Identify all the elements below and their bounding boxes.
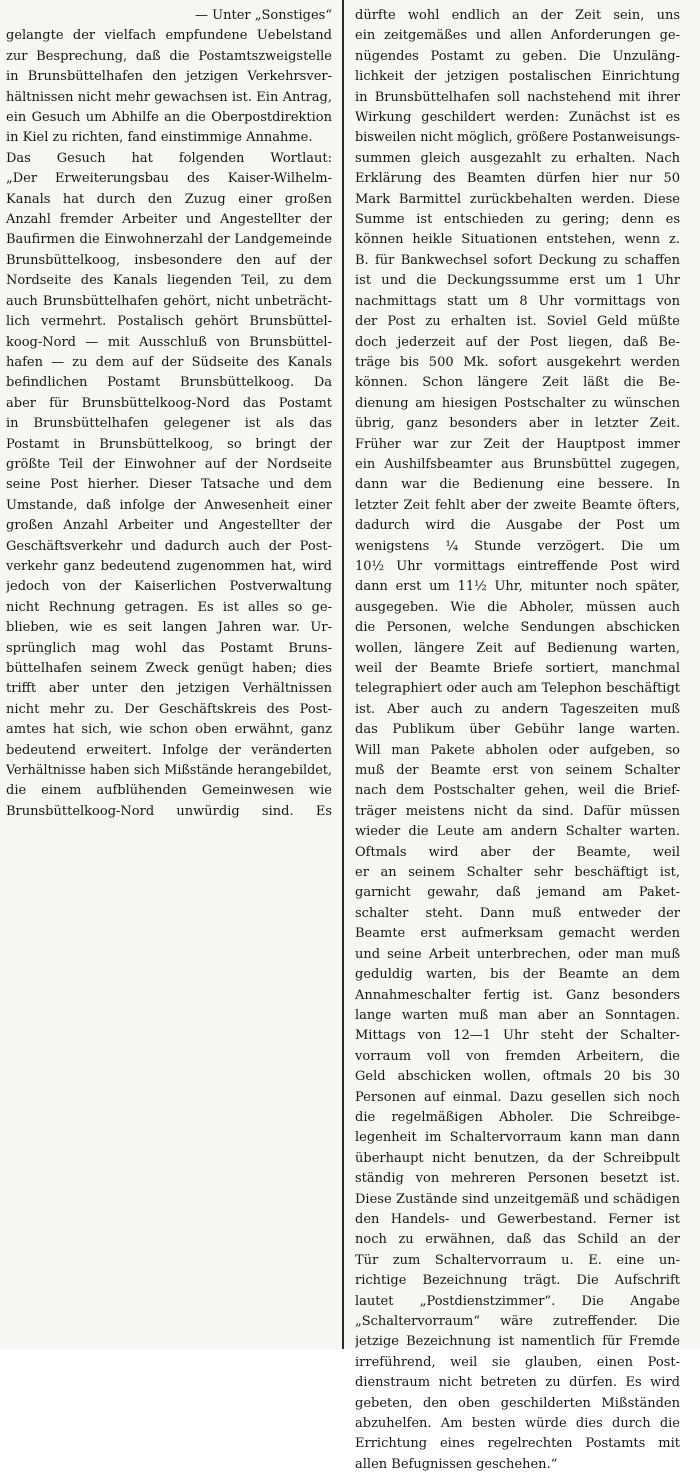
text-line: — Unter „Sonstiges“ (195, 8, 332, 23)
text-line: büttelhafen seinem Zweck genügt haben; dies (6, 661, 332, 676)
text-line: ein Gesuch um Abhilfe an die Oberpostdirektion (6, 110, 332, 126)
text-line: lange warten muß man aber an Sonntagen. (355, 1007, 680, 1023)
text-line: ist und die Deckungssumme erst um 1 Uhr (355, 273, 680, 289)
text-line: verkehr ganz bedeutend zugenommen hat, wird (6, 558, 332, 574)
text-line: schalter steht. Dann muß entweder der (355, 905, 680, 921)
text-line: hafen — zu dem auf der Südseite des Kanals (6, 354, 332, 370)
text-line: überhaupt nicht benutzen, da der Schreibpult (355, 1150, 680, 1166)
text-line: ein Aushilfsbeamter aus Brunsbüttel zugegen, (355, 456, 680, 472)
text-line: hältnissen nicht mehr gewachsen ist. Ein Antrag, (6, 89, 332, 105)
text-line: bisweilen nicht möglich, größere Postanweisungs- (355, 130, 680, 146)
text-line: Diese Zustände sind unzeitgemäß und schädigen (355, 1191, 680, 1207)
text-line: Postamt in Brunsbüttelkoog, so bringt der (6, 436, 332, 452)
text-line: können heikle Situationen entstehen, wenn z. (355, 232, 680, 248)
text-line: dann war die Bedienung eine bessere. In (355, 477, 680, 493)
text-line: ist. Aber auch zu andern Tageszeiten muß (355, 701, 680, 717)
text-line: auch Brunsbüttelhafen gehört, nicht unbeträcht- (6, 293, 332, 309)
text-line: aber für Brunsbüttelkoog-Nord das Postamt (6, 395, 332, 411)
text-line: Brunsbüttelkoog-Nord unwürdig sind. Es (6, 803, 332, 819)
text-line: wenigstens ¼ Stunde verzögert. Die um (355, 538, 680, 554)
text-line: B. für Bankwechsel sofort Deckung zu schaffen (355, 252, 680, 268)
text-line: Will man Pakete abholen oder aufgeben, so (355, 742, 680, 758)
text-line: Annahmeschalter fertig ist. Ganz besonders (355, 987, 680, 1003)
text-line: blieben, wie es seit langen Jahren war. Ur- (6, 620, 332, 636)
article-column-left (6, 6, 332, 822)
text-line: die Personen, welche Sendungen abschicken (355, 620, 680, 636)
text-line: den Handels- und Gewerbestand. Ferner ist (355, 1211, 680, 1227)
text-line: lichkeit der jetzigen postalischen Einrichtung (355, 69, 680, 85)
text-line: Verhältnisse haben sich Mißstände herangebildet, (6, 763, 332, 779)
text-line: nicht mehr zu. Der Geschäftskreis des Post- (6, 701, 332, 717)
text-line: Umstande, daß infolge der Anwesenheit einer (6, 497, 332, 513)
text-line: Brunsbüttelkoog, insbesondere den auf der (6, 252, 332, 268)
text-line: garnicht gewahr, daß jemand am Paket- (355, 885, 680, 901)
text-line: seine Post hierher. Dieser Tatsache und dem (6, 477, 332, 493)
text-line: ausgegeben. Wie die Abholer, müssen auch (355, 599, 680, 615)
text-line: Nordseite des Kanals liegenden Teil, zu dem (6, 273, 332, 289)
text-line: vorraum voll von fremden Arbeitern, die (355, 1048, 680, 1064)
text-line: Geld abschicken wollen, oftmals 20 bis 30 (355, 1069, 680, 1085)
text-line: Kanals hat durch den Zuzug einer großen (6, 191, 332, 207)
text-line: gebeten, den oben geschilderten Mißständen (355, 1395, 680, 1411)
text-line: sprünglich mag wohl das Postamt Bruns- (6, 640, 332, 656)
text-line: nachmittags statt um 8 Uhr vormittags von (355, 293, 680, 309)
text-line: in Kiel zu richten, fand einstimmige Annahme. (6, 130, 313, 146)
text-line: „Der Erweiterungsbau des Kaiser-Wilhelm- (6, 171, 332, 187)
text-line: geduldig warten, bis der Beamte an dem (355, 967, 680, 983)
text-line: 10½ Uhr vormittags eintreffende Post wird (355, 558, 680, 574)
text-line: träge bis 500 Mk. sofort ausgekehrt werden (355, 354, 680, 370)
text-line: gelangte der vielfach empfundene Uebelstand (6, 28, 332, 44)
text-line: letzter Zeit fehlt aber der zweite Beamte öfters, (355, 497, 680, 513)
text-line: dienstraum nicht betreten zu dürfen. Es wird (355, 1375, 680, 1391)
text-line: Errichtung eines regelrechten Postamts mit (355, 1436, 680, 1452)
text-line: Das Gesuch hat folgenden Wortlaut: (6, 150, 332, 166)
text-line: Anzahl fremder Arbeiter und Angestellter der (6, 212, 332, 228)
text-line: jedoch von der Kaiserlichen Postverwaltung (6, 579, 332, 595)
text-line: noch zu erwähnen, daß das Schild an der (355, 1232, 680, 1248)
text-line: Früher war zur Zeit der Hauptpost immer (355, 436, 680, 452)
text-line: trifft aber unter den jetzigen Verhältnissen (6, 681, 332, 697)
text-line: Baufirmen die Einwohnerzahl der Landgemeinde (6, 232, 332, 248)
text-line: die regelmäßigen Abholer. Die Schreibge- (355, 1109, 680, 1125)
text-line: das Publikum über Gebühr lange warten. (355, 722, 680, 738)
text-line: ständig von mehreren Personen besetzt ist. (355, 1171, 680, 1187)
text-line: Personen auf einmal. Dazu gesellen sich noch (355, 1089, 680, 1105)
text-line: legenheit im Schaltervorraum kann man dann (355, 1130, 680, 1146)
text-line: wollen, längere Zeit auf Bedienung warten, (355, 640, 680, 656)
text-line: Geschäftsverkehr und dadurch auch der Post- (6, 538, 332, 554)
text-line: jetzige Bezeichnung ist namentlich für Fremde (355, 1334, 680, 1350)
text-line: koog-Nord — mit Ausschluß von Brunsbüttel- (6, 334, 332, 350)
text-line: Mark Barmittel zurückbehalten werden. Diese (355, 191, 680, 207)
text-line: Beamte erst aufmerksam gemacht werden (355, 926, 680, 942)
text-line: zur Besprechung, daß die Postamtszweigstelle (6, 48, 332, 64)
text-line: der Post zu erhalten ist. Soviel Geld müßte (355, 314, 680, 330)
text-line: abzuhelfen. Am besten würde dies durch die (355, 1416, 680, 1432)
text-line: dienung am hiesigen Postschalter zu wünschen (355, 395, 680, 411)
text-line: Summe ist entschieden zu gering; denn es (355, 212, 680, 228)
text-line: übrig, ganz besonders aber in letzter Zeit. (355, 416, 680, 432)
text-line: Mittags von 12—1 Uhr steht der Schalter- (355, 1028, 680, 1044)
column-divider (342, 0, 344, 1349)
text-line: träger meistens nicht da sind. Dafür müssen (355, 803, 680, 819)
text-line: Wirkung geschildert werden: Zunächst ist es (355, 110, 680, 126)
text-line: lich vermehrt. Postalisch gehört Brunsbüttel- (6, 314, 332, 330)
text-line: lautet „Postdienstzimmer“. Die Angabe (355, 1293, 680, 1309)
text-line: muß der Beamte erst von seinem Schalter (355, 763, 680, 779)
text-line: Tür zum Schaltervorraum u. E. eine un- (355, 1252, 680, 1268)
text-line: allen Befugnissen geschehen.“ (355, 1456, 558, 1472)
text-line: in Brunsbüttelhafen gelegener ist als das (6, 416, 332, 432)
text-line: telegraphiert oder auch am Telephon beschäftigt (355, 681, 680, 697)
text-line: in Brunsbüttelhafen den jetzigen Verkehrsver- (6, 69, 332, 85)
text-line: doch jederzeit auf der Post liegen, daß Be- (355, 334, 680, 350)
text-line: großen Anzahl Arbeiter und Angestellter der (6, 518, 332, 534)
text-line: weil der Beamte Briefe sortiert, manchmal (355, 661, 680, 676)
text-line: und seine Arbeit unterbrechen, oder man muß (355, 946, 680, 962)
text-line: nügendes Postamt zu geben. Die Unzuläng- (355, 48, 680, 64)
text-line: dadurch wird die Ausgabe der Post um (355, 518, 680, 534)
text-line: dürfte wohl endlich an der Zeit sein, uns (355, 8, 680, 23)
text-line: irreführend, weil sie glauben, einen Post- (355, 1354, 680, 1370)
text-line: dann erst um 11½ Uhr, mitunter noch später, (355, 579, 680, 595)
text-line: ein zeitgemäßes und allen Anforderungen ge- (355, 28, 680, 44)
text-line: können. Schon längere Zeit läßt die Be- (355, 375, 680, 391)
text-line: Erklärung des Beamten dürfen hier nur 50 (355, 171, 680, 187)
text-line: die einem aufblühenden Gemeinwesen wie (6, 783, 332, 799)
text-line: Oftmals wird aber der Beamte, weil (355, 844, 680, 860)
text-line: größte Teil der Einwohner auf der Nordseite (6, 456, 332, 472)
text-line: nicht Rechnung getragen. Es ist alles so ge- (6, 599, 332, 615)
article-column-right (355, 6, 680, 1475)
text-line: bedeutend erweitert. Infolge der veränderten (6, 742, 332, 758)
text-line: in Brunsbüttelhafen soll nachstehend mit ihrer (355, 89, 680, 105)
text-line: summen gleich ausgezahlt zu erhalten. Nach (355, 150, 680, 166)
text-line: amtes hat sich, wie schon oben erwähnt, ganz (6, 722, 332, 738)
text-line: er an seinem Schalter sehr beschäftigt ist, (355, 865, 680, 881)
text-line: „Schaltervorraum“ wäre zutreffender. Die (355, 1314, 680, 1329)
text-line: befindlichen Postamt Brunsbüttelkoog. Da (6, 375, 332, 391)
text-line: richtige Bezeichnung trägt. Die Aufschrift (355, 1273, 680, 1289)
text-line: nach dem Postschalter gehen, weil die Brief- (355, 783, 680, 799)
text-line: wieder die Leute am andern Schalter warten. (355, 824, 680, 840)
